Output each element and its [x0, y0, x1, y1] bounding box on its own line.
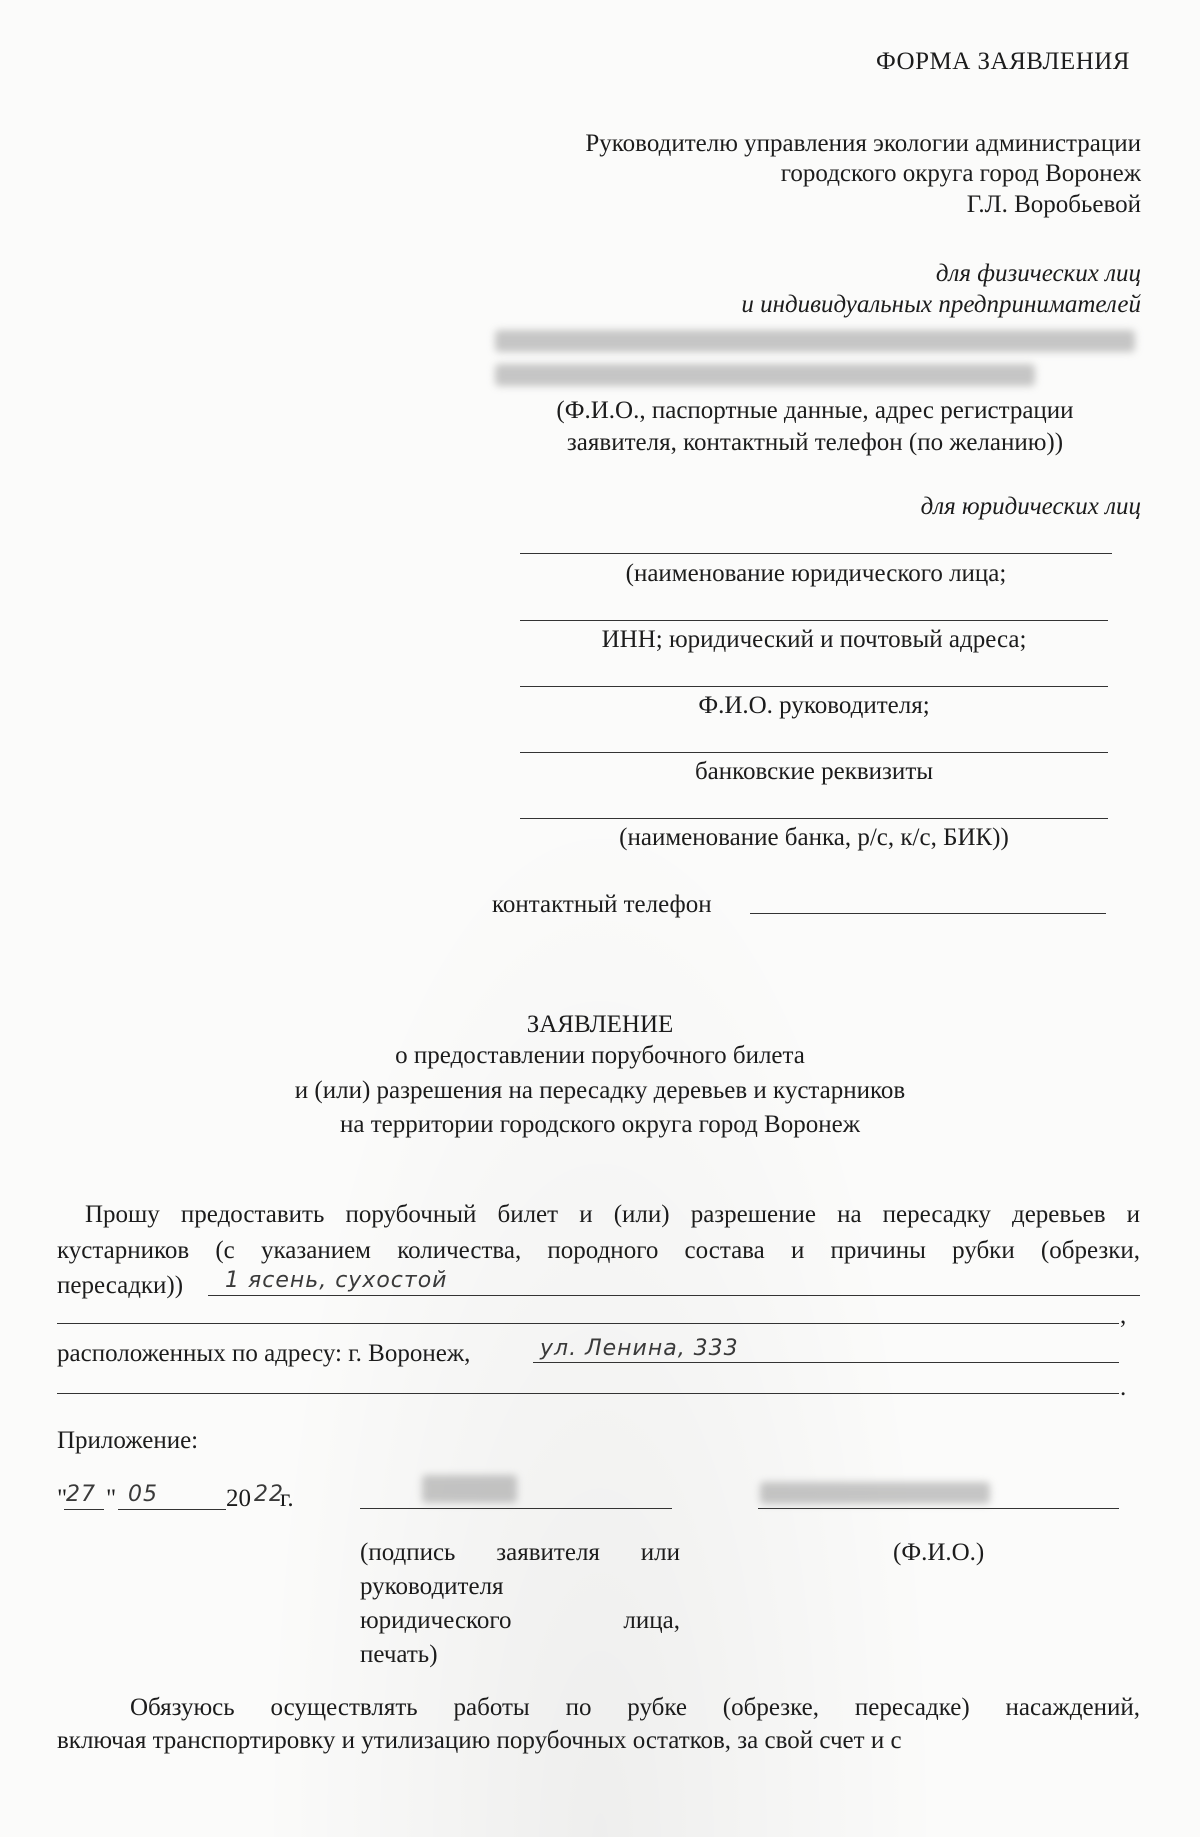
- legal-caption-inn: ИНН; юридический и почтовый адреса;: [601, 626, 1027, 653]
- legal-name-field-line: [520, 553, 1112, 554]
- addressee-line-2: городского округа город Воронеж: [780, 160, 1141, 187]
- request-reason-continuation-line: [57, 1323, 1119, 1324]
- signature-caption-line-2: руководителя: [360, 1573, 504, 1600]
- individuals-caption-2: заявителя, контактный телефон (по желанию)): [566, 429, 1064, 456]
- handwritten-address: ул. Ленина, 333: [540, 1336, 739, 1361]
- redacted-fio: [760, 1482, 990, 1504]
- signature-caption-word-2: заявителя: [496, 1539, 600, 1566]
- address-continuation-line: [57, 1393, 1119, 1394]
- statement-subtitle-3: на территории городского округа город Воронеж: [340, 1111, 860, 1138]
- individuals-header-2: и индивидуальных предпринимателей: [741, 291, 1141, 318]
- legal-director-field-line: [520, 686, 1108, 687]
- date-year-prefix: 20: [226, 1485, 251, 1512]
- form-title: ФОРМА ЗАЯВЛЕНИЯ: [875, 48, 1130, 75]
- request-line-2: кустарников (с указанием количества, породного состава и причины рубки (обрезки,: [57, 1237, 1140, 1264]
- date-day-handwritten: 27: [66, 1482, 96, 1507]
- legal-bank-field-line: [520, 752, 1108, 753]
- legal-inn-field-line: [520, 620, 1108, 621]
- legal-header: для юридических лиц: [920, 493, 1141, 520]
- signature-caption-line-4: печать): [360, 1641, 438, 1668]
- legal-caption-bank: банковские реквизиты: [694, 758, 934, 785]
- date-year-g: г.: [280, 1485, 294, 1512]
- request-line-3-label: пересадки)): [57, 1272, 184, 1299]
- redacted-personal-data-line-2: [495, 364, 1035, 386]
- obligation-line-1: Обязуюсь осуществлять работы по рубке (обрезке, пересадке) насаждений,: [130, 1694, 1140, 1721]
- date-close-quote: ": [106, 1485, 117, 1512]
- phone-label: контактный телефон: [492, 891, 712, 918]
- signature-caption-word-5: лица,: [623, 1607, 680, 1634]
- signature-caption-line-1: [360, 1537, 680, 1568]
- statement-title: ЗАЯВЛЕНИЕ: [526, 1011, 674, 1038]
- signature-field-line: [360, 1508, 672, 1509]
- date-month-line: [118, 1509, 226, 1510]
- signature-caption-word-4: юридического: [360, 1607, 512, 1634]
- request-comma: ,: [1120, 1302, 1127, 1329]
- statement-subtitle-2: и (или) разрешения на пересадку деревьев и кустарников: [294, 1077, 906, 1104]
- address-label: расположенных по адресу: г. Воронеж,: [57, 1340, 471, 1367]
- date-day-line: [64, 1509, 104, 1510]
- request-line-1: Прошу предоставить порубочный билет и (или) разрешение на пересадку деревьев и: [85, 1201, 1140, 1228]
- signature-caption-word-3: или: [640, 1539, 680, 1566]
- legal-caption-name: (наименование юридического лица;: [625, 560, 1007, 587]
- obligation-line-2: включая транспортировку и утилизацию порубочных остатков, за свой счет и с: [57, 1727, 902, 1754]
- request-reason-field-line: [208, 1295, 1140, 1296]
- addressee-line-3: Г.Л. Воробьевой: [966, 191, 1141, 218]
- fio-field-line: [758, 1508, 1119, 1509]
- attachment-label: Приложение:: [57, 1427, 199, 1454]
- request-period: .: [1120, 1374, 1127, 1401]
- signature-caption-line-3: [360, 1605, 680, 1636]
- legal-caption-bank-details: (наименование банка, р/с, к/с, БИК)): [619, 824, 1009, 851]
- date-month-handwritten: 05: [128, 1482, 158, 1507]
- redacted-personal-data-line-1: [495, 330, 1135, 352]
- address-field-line: [533, 1362, 1119, 1363]
- phone-field-line: [750, 913, 1106, 914]
- redacted-signature: [422, 1475, 517, 1503]
- individuals-caption-1: (Ф.И.О., паспортные данные, адрес регистрации: [556, 397, 1074, 424]
- fio-caption: (Ф.И.О.): [893, 1539, 985, 1566]
- statement-subtitle-1: о предоставлении порубочного билета: [395, 1042, 805, 1069]
- date-year-suffix-handwritten: 22: [254, 1482, 284, 1507]
- addressee-line-1: Руководителю управления экологии администрации: [585, 130, 1141, 157]
- individuals-header-1: для физических лиц: [935, 260, 1141, 287]
- handwritten-reason: 1 ясень, сухостой: [225, 1268, 448, 1293]
- date-open-quote: ": [57, 1485, 68, 1512]
- legal-bank-details-field-line: [520, 818, 1108, 819]
- legal-caption-director: Ф.И.О. руководителя;: [698, 692, 930, 719]
- signature-caption-word-1: (подпись: [360, 1539, 456, 1566]
